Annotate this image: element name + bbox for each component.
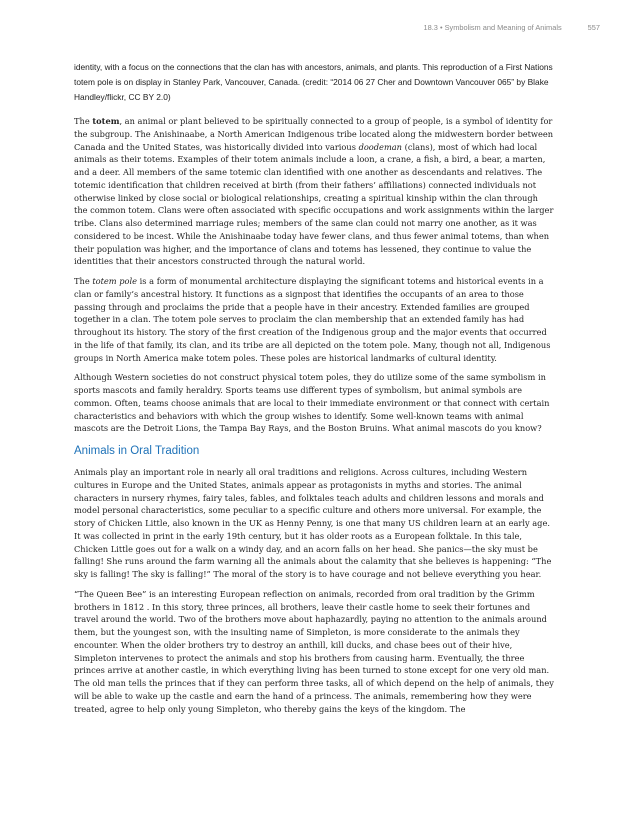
key-term-totem: totem (92, 116, 120, 126)
text-run: (clans), most of which had local animals as their totems. Examples of their totem animals include a loon, a crane, a fish, a bird, a bear, a marten, and a deer. All members of the same totemic clan identified with one another as descendants and relatives. The totemic identification that children received at birth (from their fathers’ affiliations) connected individuals not otherwise linked by close social or biological relationships, creating a spiritual kinship within the clan through the common totem. Clans were often associated with specific occupations and work assignments within the larger tribe. Clans also determined marriage rules; members of the same clan could not marry one another, as it was considered to be incest. While the Anishinaabe today have fewer clans, and thus fewer animal totems, than when their population was higher, and the importance of clans and totems has lessened, they continue to value the identities that their ancestors constructed through the natural world. (74, 141, 554, 267)
paragraph-oral-tradition: Animals play an important role in nearly all oral traditions and religions. Across cultures, including Western cultures in Europe and the United States, animals appear as protagonists in myths and stories. The animal characters in nursery rhymes, fairy tales, fables, and folktales teach adults and children lessons and morals and model personal characteristics, some peculiar to a specific culture and others more universal. For example, the story of Chicken Little, also known in the UK as Henny Penny, is one that many US children learn at an early age. It was collected in print in the early 19th century, but it has older roots as a European folktale. In this tale, Chicken Little goes out for a walk on a windy day, and an acorn falls on her head. She panics—the sky must be falling! She runs around the farm warning all the animals about the calamity that she believes is happening: “The sky is falling! The sky is falling!” The moral of the story is to have courage and not believe everything you hear. (74, 467, 552, 579)
page-content (74, 60, 554, 722)
paragraph-queen-bee: “The Queen Bee” is an interesting European reflection on animals, recorded from oral tradition by the Grimm brothers in 1812 . In this story, three princes, all brothers, leave their castle home to seek their fortunes and travel around the world. Two of the brothers move about haphazardly, paying no attention to the animals around them, but the youngest son, with the insulting name of Simpleton, is more considerate to the animals they encounter. When the older brothers try to destroy an anthill, kill ducks, and chase bees out of their hive, Simpleton intervenes to protect the animals and stop his brothers from causing harm. Eventually, the three princes arrive at another castle, in which everything living has been turned to stone except for one very old man. The old man tells the princes that if they can perform three tasks, all of which depend on the help of animals, they will be able to wake up the castle and earn the hand of a princess. The animals, remembering how they were treated, agree to help only young Simpleton, who thereby gains the keys of the kingdom. The (74, 588, 554, 714)
paragraph-totem (74, 115, 554, 268)
figure-caption: identity, with a focus on the connections that the clan has with ancestors, animals, and plants. This reproduction of a First Nations totem pole is on display in Stanley Park, Vancouver, Canada. (credit: “2014 06 27 Cher and Downtown Vancouver 065” by Blake Handley/flickr, CC BY 2.0) (74, 62, 553, 102)
section-heading: Animals in Oral Tradition (74, 445, 200, 457)
key-term-totem-pole: totem pole (92, 276, 138, 286)
text-run: is a form of monumental architecture displaying the significant totems and historical events in a clan or family’s ancestral history. It functions as a signpost that identifies the occupants of an area to those passing through and proclaims the pride that a people have in their ancestry. Extended families are grouped together in a clan. The totem pole serves to proclaim the clan membership that an extended family has had throughout its history. The story of the first creation of the Indigenous group and the major events that occurred in the life of that family, its clan, and its tribe are all depicted on the totem pole. Many, though not all, Indigenous groups in North America make totem poles. These poles are historical landmarks of cultural identity. (74, 276, 551, 363)
text-run: , an animal or plant believed to be spiritually connected to a group of people, is a symbol of identity for the subgroup. The Anishinaabe, a North American Indigenous tribe located along the midwestern border between Canada and the United States, was historically divided into various (74, 116, 554, 152)
page-number: 557 (587, 23, 600, 32)
text-run: The (74, 276, 93, 286)
section-title: 18.3 • Symbolism and Meaning of Animals (423, 23, 562, 32)
running-header (424, 23, 601, 32)
text-run: The (74, 116, 93, 126)
italic-term: doodeman (358, 141, 402, 152)
paragraph-totem-pole (74, 275, 554, 364)
paragraph-mascots: Although Western societies do not construct physical totem poles, they do utilize some of the same symbolism in sports mascots and family heraldry. Sports teams use different types of symbolism, but animal symbols are common. Often, teams choose animals that are local to their immediate environment or that connect with certain characteristics and behaviors with which the group wishes to identify. Some well-known teams with animal mascots are the Detroit Lions, the Tampa Bay Rays, and the Boston Bruins. What animal mascots do you know? (74, 372, 550, 434)
